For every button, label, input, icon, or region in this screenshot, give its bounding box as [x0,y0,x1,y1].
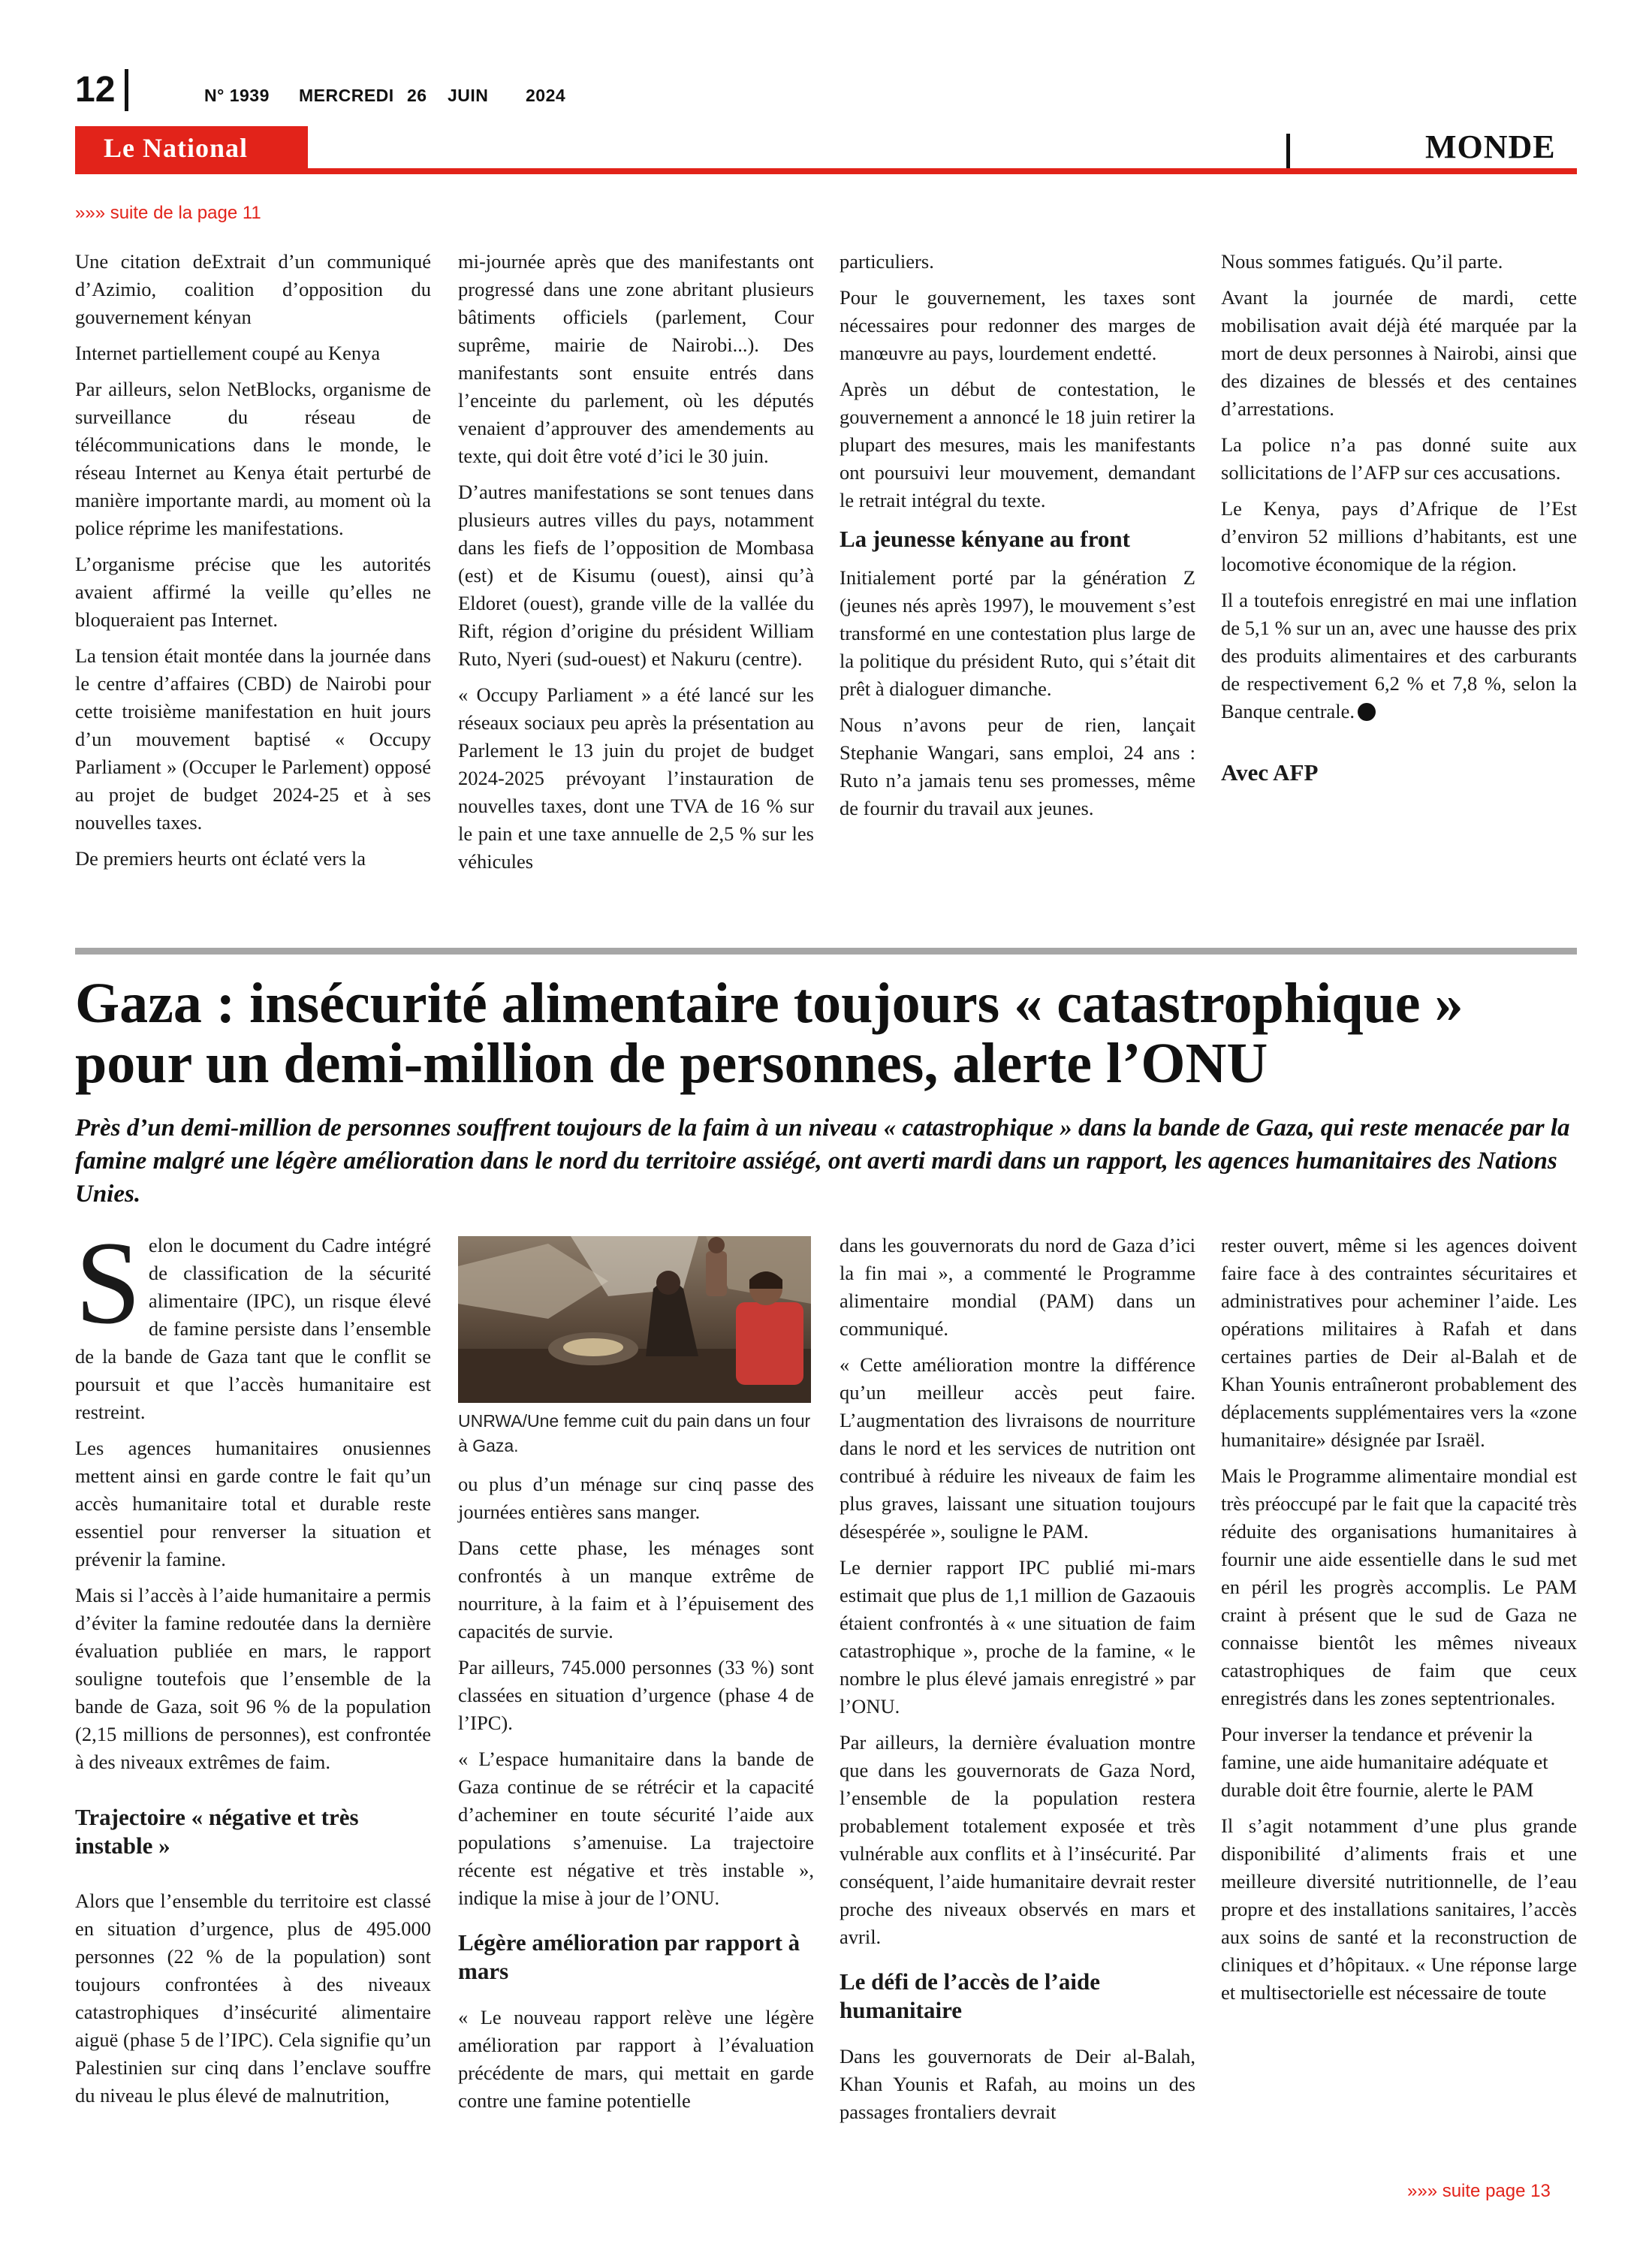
kenya-column-1 [75,248,431,881]
gaza-column-2 [458,1470,814,2123]
paragraph: La tension était montée dans la journée dans le centre d’affaires (CBD) de Nairobi pour cette troisième manifestation en huit jours d’un mouvement baptisé « Occupy Parliament » (Occuper le Parlement) opposé au projet de budget 2024-25 et à ses nouvelles taxes. [75,644,431,834]
headline-line-2: pour un demi-million de personnes, alerte l’ONU [75,1032,1268,1095]
issue-date: 26 [407,86,427,105]
page-number: 12 [75,70,116,110]
paragraph: Par ailleurs, la dernière évaluation montre que dans les gouvernorats de Gaza Nord, l’ensemble de la population restera probablement totalement exposée et très vulnérable aux conflits et à l’insécurité. Par conséquent, l’aide humanitaire devrait rester proche des niveaux observés en mars et avril. [840,1731,1195,1948]
issue-year: 2024 [526,86,566,105]
paragraph-text: elon le document du Cadre intégré de classification de la sécurité alimentaire (IPC), un risque élevé de famine persiste dans l’ensemble de la bande de Gaza tant que le conflit se poursuit et que l’accès humanitaire est restreint. [75,1234,431,1423]
paragraph: Nous n’avons peur de rien, lançait Stephanie Wangari, sans emploi, 24 ans : Ruto n’a jamais tenu ses promesses, même de fournir du travail aux jeunes. [840,713,1195,819]
continued-on: »»» suite page 13 [1407,2181,1551,2201]
paper-name: Le National [104,133,249,163]
article-headline [75,973,1577,1093]
subheading: Légère amélioration par rapport à mars [458,1929,800,1984]
paragraph: Internet partiellement coupé au Kenya [75,342,381,364]
paragraph: Pour le gouvernement, les taxes sont nécessaires pour redonner des marges de manœuvre au pays, lourdement endetté. [840,286,1195,364]
paragraph: mi-journée après que des manifestants ont progressé dans une zone abritant plusieurs bâtiments officiels (parlement, Cour suprême, mairie de Nairobi...). Des manifestants sont ensuite entrés dans l’enceinte du parlement, où les députés venaient d’approuver des amendements au texte, qui doit être voté d’ici le 30 juin. [458,250,814,467]
paragraph: Le Kenya, pays d’Afrique de l’Est d’environ 52 millions d’habitants, est une locomotive économique de la région. [1221,497,1577,575]
continued-from: »»» suite de la page 11 [75,203,261,223]
paragraph: Par ailleurs, 745.000 personnes (33 %) sont classées en situation d’urgence (phase 4 de l’IPC). [458,1656,814,1734]
paragraph: Les agences humanitaires onusiennes mettent ainsi en garde contre le fait qu’un accès humanitaire total et durable reste essentiel pour renverser la situation et prévenir la famine. [75,1437,431,1570]
paragraph: Une citation deExtrait d’un communiqué d’Azimio, coalition d’opposition du gouvernement kényan [75,250,431,328]
drop-cap: S [75,1217,141,1349]
paragraph: rester ouvert, même si les agences doivent faire face à des contraintes sécuritaires et administratives pour acheminer l’aide. Les opérations militaires à Rafah et dans certaines parties de Deir al-Balah et de Khan Younis entraîneront probablement des déplacements supplémentaires vers la «zone humanitaire» désignée par Israël. [1221,1234,1577,1451]
headline-line-1: Gaza : insécurité alimentaire toujours « catastrophique » [75,972,1464,1035]
gaza-column-4 [1221,1232,1577,2015]
issue-month: JUIN [448,86,489,105]
paragraph: « L’espace humanitaire dans la bande de Gaza continue de se rétrécir et la capacité d’acheminer en toute sécurité l’aide aux populations s’amenuise. La trajectoire récente est négative et très instable », indique la mise à jour de l’ONU. [458,1748,814,1909]
paragraph: Dans les gouvernorats de Deir al-Balah, Khan Younis et Rafah, au moins un des passages frontaliers devrait [840,2045,1195,2123]
paragraph: Par ailleurs, selon NetBlocks, organisme de surveillance du réseau de télécommunications dans le monde, le réseau Internet au Kenya était perturbé de manière importante mardi, au moment où la police réprime les manifestations. [75,378,431,539]
header-divider [125,69,128,111]
section-divider [1286,134,1290,168]
article-photo [458,1236,811,1403]
paragraph: D’autres manifestations se sont tenues dans plusieurs autres villes du pays, notamment dans les fiefs de l’opposition de Mombasa (est) et de Kisumu (ouest), ainsi qu’à Eldoret (ouest), grande ville de la vallée du Rift, région d’origine du président William Ruto, Nyeri (sud-ouest) et Nakuru (centre). [458,481,814,670]
paragraph-text: Il a toutefois enregistré en mai une inflation de 5,1 % sur un an, avec une hausse des prix des produits alimentaires et des carburants de respectivement 6,2 % et 7,8 %, selon la Banque centrale. [1221,589,1577,722]
paragraph: L’organisme précise que les autorités avaient affirmé la veille qu’elles ne bloqueraient pas Internet. [75,553,431,631]
subheading: La jeunesse kényane au front [840,526,1130,552]
paragraph: particuliers. [840,250,934,273]
paragraph: Le dernier rapport IPC publié mi-mars estimait que plus de 1,1 million de Gazaouis étaient confrontés à « une situation de faim catastrophique », proche de la famine, « le nombre le plus élevé jamais enregistré » par l’ONU. [840,1556,1195,1718]
kenya-column-2 [458,248,814,884]
paragraph [75,1217,431,1426]
subheading: Trajectoire « négative et très instable » [75,1804,359,1859]
issue-day: MERCREDI [299,86,394,105]
paragraph: Alors que l’ensemble du territoire est classé en situation d’urgence, plus de 495.000 personnes (22 % de la population) sont toujours confrontées à des niveaux catastrophiques d’insécurité alimentaire aiguë (phase 5 de l’IPC). Cela signifie qu’un Palestinien sur cinq dans l’enclave souffre du niveau le plus élevé de malnutrition, [75,1890,431,2107]
article-separator [75,948,1577,955]
gaza-column-3 [840,1232,1195,2134]
header-red-rule [75,168,1577,174]
paragraph: Avant la journée de mardi, cette mobilisation avait déjà été marquée par la mort de deux personnes à Nairobi, ainsi que des dizaines de blessés et des centaines d’arrestations. [1221,286,1577,420]
paragraph: « Le nouveau rapport relève une légère amélioration par rapport à l’évaluation précédente de mars, qui mettait en garde contre une famine potentielle [458,2006,814,2112]
paragraph: Pour inverser la tendance et prévenir la famine, une aide humanitaire adéquate et durable doit être fournie, alerte le PAM [1221,1723,1548,1801]
paragraph: La police n’a pas donné suite aux sollicitations de l’AFP sur ces accusations. [1221,433,1577,484]
paragraph: Il s’agit notamment d’une plus grande disponibilité d’aliments frais et une meilleure diversité nutritionnelle, de l’eau propre et des installations sanitaires, l’accès aux soins de santé et la reconstruction de cliniques et d’hôpitaux. « Une réponse large et multisectorielle est nécessaire de toute [1221,1814,1577,2004]
paragraph: « Cette amélioration montre la différence qu’un meilleur accès peut faire. L’augmentation des livraisons de nourriture dans le nord et les services de nutrition ont contribué à réduire les niveaux de faim les plus graves, laissant une situation toujours désespérée », souligne le PAM. [840,1353,1195,1543]
photo-caption: UNRWA/Une femme cuit du pain dans un four à Gaza. [458,1411,811,1455]
subheading: Le défi de l’accès de l’aide humanitaire [840,1968,1100,2023]
paragraph [1221,587,1577,725]
kenya-column-4 [1221,248,1577,795]
end-of-article-mark [1358,703,1376,721]
paragraph: Mais si l’accès à l’aide humanitaire a permis d’éviter la famine redoutée dans la dernière évaluation publiée en mars, le rapport souligne toutefois que l’ensemble de la bande de Gaza, soit 96 % de la population (2,15 millions de personnes), est confrontée à des niveaux extrêmes de faim. [75,1584,431,1773]
paragraph: « Occupy Parliament » a été lancé sur les réseaux sociaux peu après la présentation au Parlement le 13 juin du projet de budget 2024-2025 prévoyant l’instauration de nouvelles taxes, dont une TVA de 16 % sur le pain et une taxe annuelle de 2,5 % sur les véhicules [458,683,814,873]
paragraph: Mais le Programme alimentaire mondial est très préoccupé par le fait que la capacité très réduite des organisations humanitaires à fournir une aide essentielle dans le sud met en péril les progrès accomplis. Le PAM craint à présent que le sud de Gaza ne connaisse bientôt les mêmes niveaux catastrophiques de faim que ceux enregistrés dans les zones septentrionales. [1221,1464,1577,1709]
paragraph: Initialement porté par la génération Z (jeunes nés après 1997), le mouvement s’est transformé en une contestation plus large de la politique du président Ruto, qui s’était dit prêt à dialoguer dimanche. [840,566,1195,700]
paragraph: De premiers heurts ont éclaté vers la [75,847,366,870]
paragraph: Dans cette phase, les ménages sont confrontés à un manque extrême de nourriture, à la faim et à l’épuisement des capacités de survie. [458,1537,814,1642]
issue-number: N° 1939 [204,86,270,105]
article-lead: Près d’un demi-million de personnes souffrent toujours de la faim à un niveau « catastrophique » dans la bande de Gaza, qui reste menacée par la famine malgré une légère amélioration dans le nord du territoire assiégé, ont averti mardi dans un rapport, les agences humanitaires des Nations Unies. [75,1114,1570,1208]
article-signature: Avec AFP [1221,759,1319,786]
section-title: MONDE [1425,128,1556,165]
paragraph: ou plus d’un ménage sur cinq passe des journées entières sans manger. [458,1473,814,1523]
kenya-column-3 [840,248,1195,831]
photo-woman-baking-bread [458,1236,811,1403]
paragraph: Nous sommes fatigués. Qu’il parte. [1221,250,1503,273]
gaza-column-1 [75,1217,431,2118]
paragraph: dans les gouvernorats du nord de Gaza d’ici la fin mai », a commenté le Programme alimentaire mondial (PAM) dans un communiqué. [840,1234,1195,1340]
paragraph: Après un début de contestation, le gouvernement a annoncé le 18 juin retirer la plupart des mesures, mais les manifestants ont poursuivi leur mouvement, demandant le retrait intégral du texte. [840,378,1195,511]
